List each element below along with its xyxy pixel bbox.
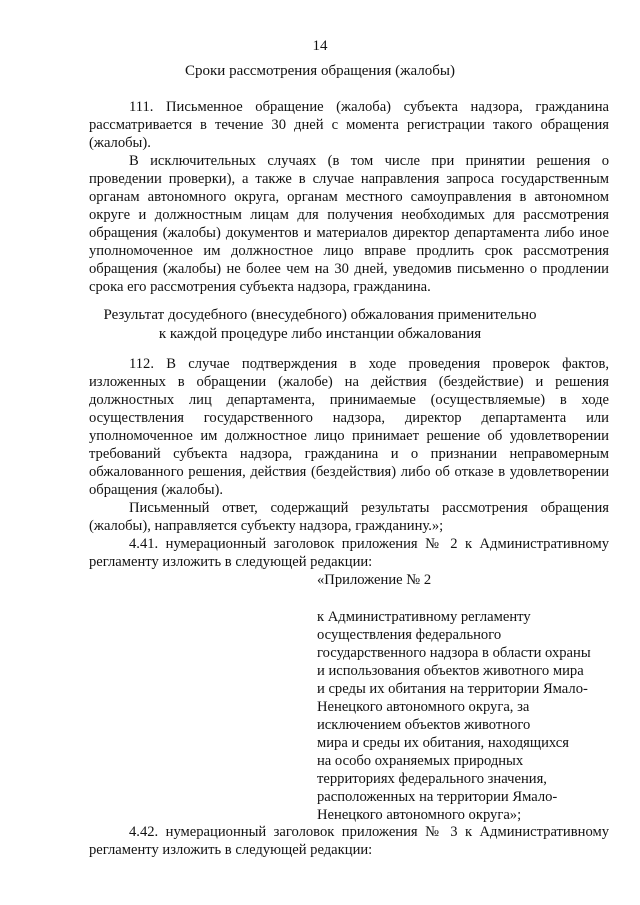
appendix-line: государственного надзора в области охраны bbox=[317, 645, 591, 661]
appendix-line: расположенных на территории Ямало- bbox=[317, 789, 558, 805]
paragraph-111b-text: В исключительных случаях (в том числе при принятии решения о проведении проверки), а также в случае направления запроса государственным органам автономного округа, органам местного самоуправления в автономном округе и должностным лицам для получения необходимых для рассмотрения обращения (жалобы) документов и материалов директор департамента либо иное уполномоченное им должностное лицо вправе продлить срок рассмотрения обращения (жалобы) не более чем на 30 дней, уведомив письменно о продлении срока его рассмотрения субъекта надзора, гражданина. bbox=[89, 153, 609, 295]
section-heading-result bbox=[60, 306, 580, 344]
paragraph-4-42 bbox=[89, 823, 609, 859]
paragraph-112b-text: Письменный ответ, содержащий результаты рассмотрения обращения (жалобы), направляется субъекту надзора, гражданину.»; bbox=[89, 500, 609, 534]
appendix-line: исключением объектов животного bbox=[317, 717, 531, 733]
paragraph-112-continued bbox=[89, 499, 609, 535]
appendix-line: и использования объектов животного мира bbox=[317, 663, 584, 679]
appendix-line: осуществления федерального bbox=[317, 627, 502, 643]
section-heading-result-line2: к каждой процедуре либо инстанции обжалования bbox=[158, 326, 482, 342]
appendix-line: к Административному регламенту bbox=[317, 609, 531, 625]
appendix-line: и среды их обитания на территории Ямало- bbox=[317, 681, 588, 697]
appendix-line: на особо охраняемых природных bbox=[317, 753, 524, 769]
paragraph-4-41 bbox=[89, 535, 609, 571]
paragraph-111-text: 111. Письменное обращение (жалоба) субъекта надзора, гражданина рассматривается в течение 30 дней с момента регистрации такого обращения (жалобы). bbox=[89, 99, 609, 151]
appendix-line: Ненецкого автономного округа»; bbox=[317, 807, 522, 823]
paragraph-111-continued bbox=[89, 152, 609, 296]
appendix-caption bbox=[317, 608, 607, 824]
paragraph-112-text: 112. В случае подтверждения в ходе проведения проверок фактов, изложенных в обращении (жалобе) на действия (бездействие) и решения должностных лиц департамента, принимаемые (осуществляемые) в ходе осуществления государственного надзора, директор департамента или уполномоченное им должностное лицо принимает решение об удовлетворении требований субъекта надзора, гражданина и о признании неправомерным обжалованного решения, действия (бездействия) либо об отказе в удовлетворении обращения (жалобы). bbox=[89, 356, 609, 498]
paragraph-111 bbox=[89, 98, 609, 152]
paragraph-4-41-text: 4.41. нумерационный заголовок приложения № 2 к Административному регламенту изложить в следующей редакции: bbox=[89, 536, 609, 570]
paragraph-4-42-text: 4.42. нумерационный заголовок приложения № 3 к Административному регламенту изложить в следующей редакции: bbox=[89, 824, 609, 858]
appendix-line: Ненецкого автономного округа, за bbox=[317, 699, 530, 715]
appendix-line: территориях федерального значения, bbox=[317, 771, 547, 787]
section-heading-result-line1: Результат досудебного (внесудебного) обжалования применительно bbox=[103, 307, 537, 323]
paragraph-112 bbox=[89, 355, 609, 499]
section-heading-terms: Сроки рассмотрения обращения (жалобы) bbox=[185, 63, 455, 79]
appendix-title: «Приложение № 2 bbox=[317, 572, 432, 588]
appendix-line: мира и среды их обитания, находящихся bbox=[317, 735, 569, 751]
page-number: 14 bbox=[312, 38, 328, 54]
